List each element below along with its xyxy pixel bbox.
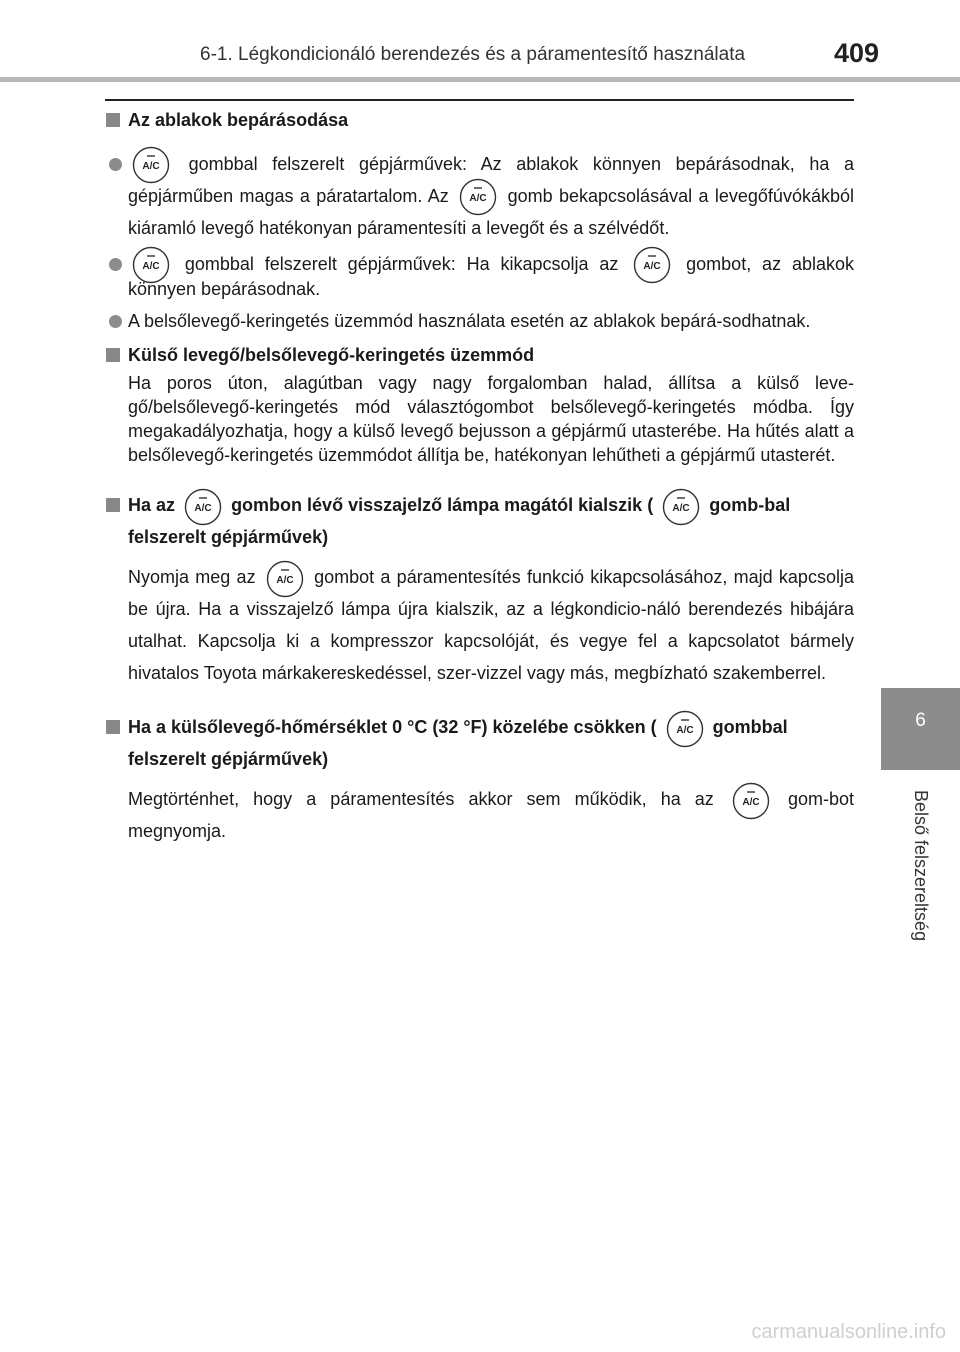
heading-text-part: gomb-bal felszerelt gépjárművek) [128, 495, 791, 548]
page-content [105, 108, 854, 847]
ac-button-icon [184, 488, 222, 526]
ac-button-icon [732, 782, 770, 820]
section-paragraph [105, 783, 854, 847]
ac-icon-label: A/C [276, 574, 294, 586]
paragraph-text-part: Nyomja meg az [128, 567, 256, 588]
bullet-dot-icon [109, 258, 122, 271]
ac-icon-label: A/C [675, 724, 694, 736]
section-heading-cold-temp [105, 711, 854, 775]
ac-button-icon [666, 710, 704, 748]
ac-icon-label: A/C [672, 502, 690, 514]
bullet-dot-icon [109, 315, 122, 328]
section-divider [105, 99, 854, 101]
bullet-text: A belsőlevegő-keringetés üzemmód használata esetén az ablakok bepárá-sodhatnak. [128, 311, 811, 332]
ac-icon-label: A/C [643, 261, 661, 273]
page-number: 409 [834, 38, 880, 68]
paragraph-text-part: gom-bot megnyomja. [128, 789, 854, 842]
bullet-item-3 [105, 309, 854, 333]
heading-text: Külső levegő/belsőlevegő-keringetés üzemmód [128, 345, 535, 366]
section-paragraph [105, 561, 854, 689]
heading-square-icon [106, 720, 120, 734]
bullet-item-2 [105, 252, 854, 301]
heading-text-part: gombbal felszerelt gépjárművek) [128, 717, 788, 770]
heading-text: Az ablakok bepárásodása [128, 110, 349, 130]
section-heading-indicator [105, 489, 854, 553]
heading-square-icon [106, 348, 120, 362]
ac-icon-label: A/C [469, 193, 487, 205]
bullet-dot-icon [109, 158, 122, 171]
heading-text-part: Ha a külsőlevegő-hőmérséklet 0 °C (32 °F) közelébe csökken ( [128, 717, 657, 738]
paragraph-text-part: Megtörténhet, hogy a páramentesítés akkor sem működik, ha az [128, 789, 714, 810]
chapter-tab-label: Belső felszereltség [911, 790, 931, 942]
ac-button-icon [662, 488, 700, 526]
ac-button-icon [132, 146, 170, 184]
ac-icon-label: A/C [142, 161, 160, 173]
section-heading-air-mode [105, 343, 854, 367]
ac-button-icon [266, 560, 304, 598]
bullet-item-1 [105, 148, 854, 244]
header-divider [0, 77, 960, 82]
section-paragraph: Ha poros úton, alagútban vagy nagy forgalomban halad, állítsa a külső leve-gő/belsőlevegő-keringetés mód választógombot belsőlevegő-keringetés módba. Így megakadályozhatja, hogy a külső levegő bejusson a gépjármű utasterébe. Ha hűtés alatt a belsőlevegő-keringetés üzemmódot állítja be, hatékonyan lehűtheti a gépjármű utasterét. [128, 373, 854, 466]
bullet-text-part: gomb bekapcsolásával a levegőfúvókákból kiáramló levegő hatékonyan páramentesíti a levegőt és a szélvédőt. [128, 186, 854, 238]
bullet-text-part: gombbal felszerelt gépjárművek: Ha kikapcsolja az [184, 254, 619, 274]
page-header-title: 6-1. Légkondicionáló berendezés és a páramentesítő használata [200, 44, 746, 65]
heading-square-icon [106, 498, 120, 512]
ac-icon-label: A/C [142, 261, 160, 273]
section-heading-fogging [105, 108, 854, 132]
paragraph-text-part: gombot a páramentesítés funkció kikapcsolásához, majd kapcsolja be újra. Ha a visszajelző lámpa újra kialszik, az a légkondicio-náló berendezés hibájára utalhat. Kapcsolja ki a kompresszor kapcsolóját, és vegye fel a kapcsolatot bármely hivatalos Toyota márkakereskedéssel, szer-vizzel vagy más, megbízható szakemberrel. [128, 567, 854, 684]
bullet-text-part: gombot, az ablakok könnyen bepárásodnak. [128, 254, 854, 300]
ac-button-icon [459, 178, 497, 216]
watermark: carmanualsonline.info [751, 1321, 946, 1343]
heading-text-part: Ha az [128, 495, 176, 516]
chapter-tab-number: 6 [915, 710, 926, 731]
ac-icon-label: A/C [194, 502, 212, 514]
heading-square-icon [106, 113, 120, 127]
heading-text-part: gombon lévő visszajelző lámpa magától kialszik ( [231, 495, 654, 516]
ac-icon-label: A/C [742, 796, 760, 808]
chapter-tab [881, 688, 960, 770]
bullet-text-part: gombbal felszerelt gépjárművek: Az ablakok könnyen bepárásodnak, ha a gépjárműben magas a páratartalom. Az [128, 154, 854, 206]
ac-button-icon [633, 246, 671, 284]
